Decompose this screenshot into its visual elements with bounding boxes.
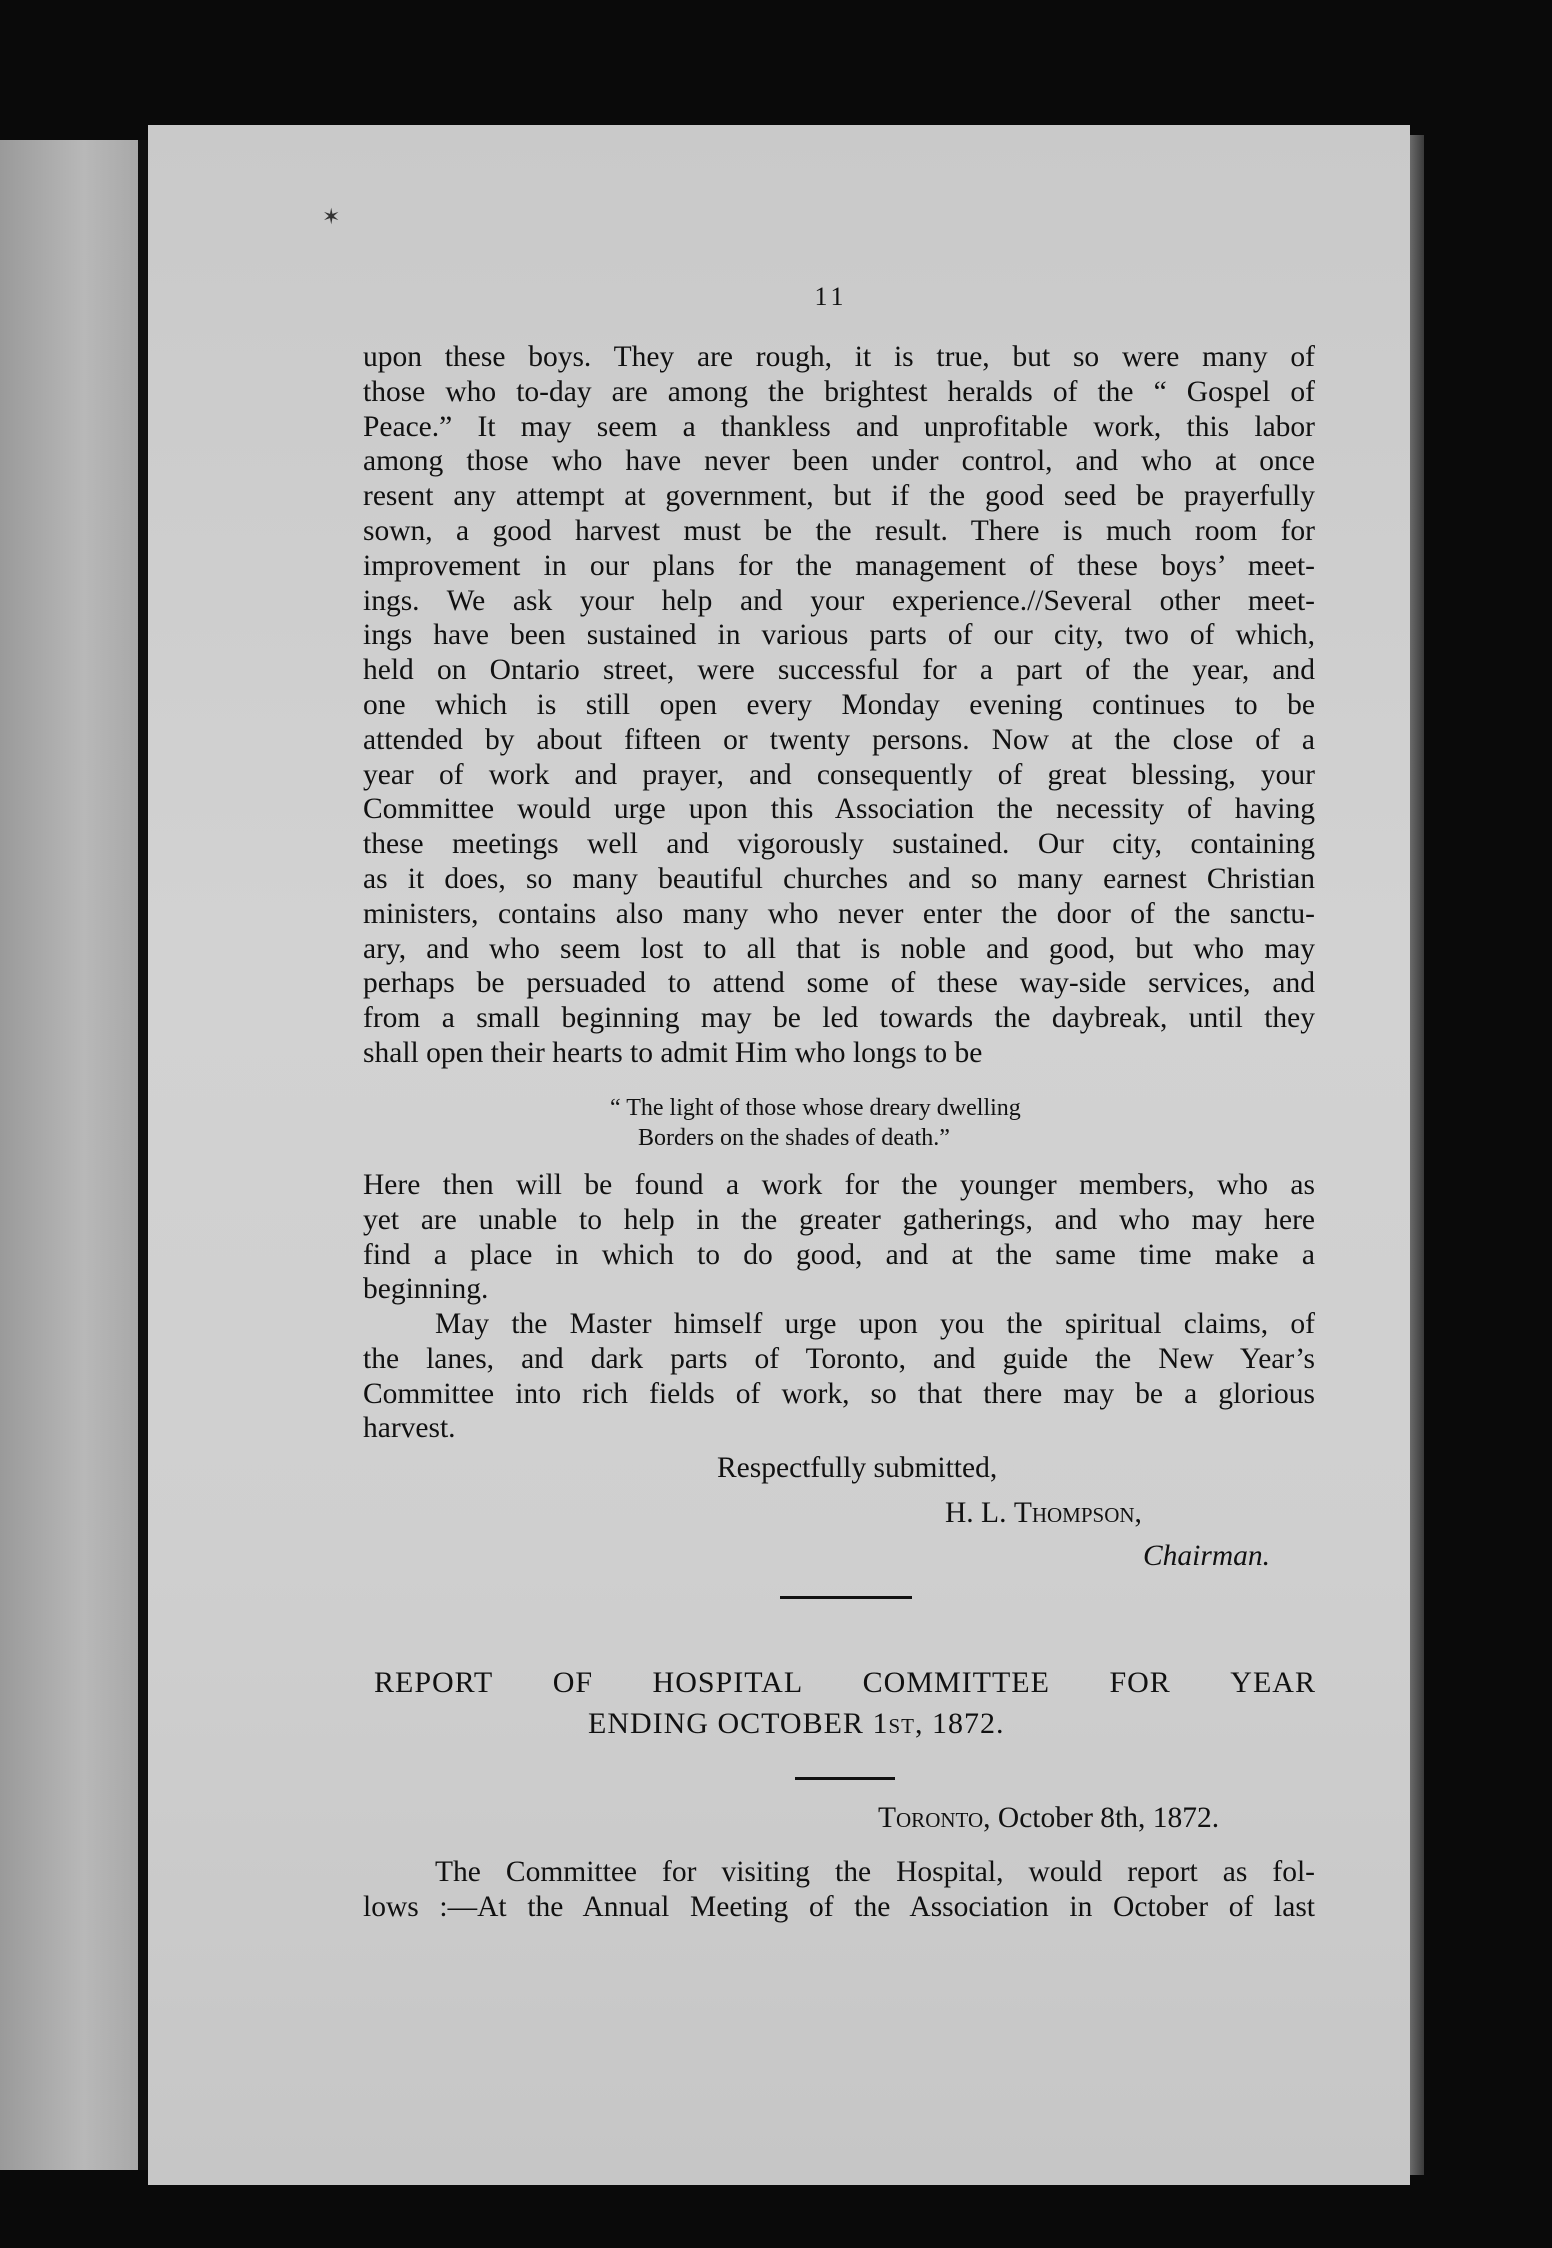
heading-ordinal: 1st [872, 1707, 915, 1740]
closing: Respectfully submitted, [717, 1452, 998, 1484]
quote-line-2: Borders on the shades of death.” [638, 1125, 950, 1151]
text-line: yet are unable to help in the greater gatherings, and who may here [363, 1203, 1315, 1236]
name-initials: H. L. [945, 1497, 1014, 1529]
text-line: ministers, contains also many who never enter the door of the sanctu- [363, 897, 1315, 930]
signatory-title: Chairman. [1143, 1540, 1271, 1572]
text-line: harvest. [363, 1412, 456, 1445]
heading-word: FOR [1109, 1666, 1171, 1699]
text-line: May the Master himself urge upon you the spiritual claims, of [435, 1308, 1315, 1340]
paragraph-4 [363, 1855, 1315, 1925]
text-line: from a small beginning may be led towards the daybreak, until they [363, 1002, 1315, 1035]
dateline [878, 1802, 1219, 1835]
name-comma: , [1134, 1497, 1142, 1529]
text-line: attended by about fifteen or twenty persons. Now at the close of a [363, 723, 1315, 756]
paragraph-2 [363, 1168, 1315, 1307]
signatory-name [945, 1497, 1142, 1530]
page-right-edge [1410, 135, 1424, 2175]
heading-word: OF [552, 1666, 594, 1699]
text-line: Committee would urge upon this Association the necessity of having [363, 793, 1315, 826]
text-line: Committee into rich fields of work, so that there may be a glorious [363, 1377, 1315, 1410]
dateline-date: , October 8th, 1872. [983, 1802, 1220, 1834]
divider-rule [795, 1777, 895, 1780]
text-line: upon these boys. They are rough, it is true, but so were many of [363, 341, 1315, 373]
text-line: lows :—At the Annual Meeting of the Association in October of last [363, 1890, 1315, 1923]
text-line: those who to-day are among the brightest heralds of the “ Gospel of [363, 375, 1315, 408]
ink-blot-icon: ✶ [322, 205, 341, 230]
text-line: these meetings well and vigorously sustained. Our city, containing [363, 828, 1315, 861]
text-line: Peace.” It may seem a thankless and unprofitable work, this labor [363, 410, 1315, 443]
facing-page-edge [0, 140, 140, 2170]
text-line: find a place in which to do good, and at the same time make a [363, 1238, 1315, 1271]
text-line: the lanes, and dark parts of Toronto, and guide the New Year’s [363, 1342, 1315, 1375]
text-line: sown, a good harvest must be the result. There is much room for [363, 514, 1315, 547]
text-line: ary, and who seem lost to all that is noble and good, but who may [363, 932, 1315, 965]
text-line: as it does, so many beautiful churches and so many earnest Christian [363, 862, 1315, 895]
heading-suffix: , 1872. [914, 1707, 1005, 1740]
page-number: 11 [814, 282, 848, 311]
text-line: perhaps be persuaded to attend some of these way-side services, and [363, 967, 1315, 1000]
quote-line-1: “ The light of those whose dreary dwelling [610, 1095, 1021, 1121]
text-line: beginning. [363, 1273, 489, 1306]
text-line: shall open their hearts to admit Him who longs to be [363, 1036, 983, 1069]
text-line: Here then will be found a work for the younger members, who as [363, 1169, 1315, 1201]
heading-word: COMMITTEE [862, 1666, 1050, 1699]
divider-rule [780, 1596, 912, 1599]
paragraph-1 [363, 340, 1315, 1071]
book-gutter [138, 140, 148, 2170]
heading-word: HOSPITAL [652, 1666, 804, 1699]
text-line: ings have been sustained in various parts of our city, two of which, [363, 619, 1315, 652]
text-line: one which is still open every Monday evening continues to be [363, 688, 1315, 721]
text-line: held on Ontario street, were successful for a part of the year, and [363, 654, 1315, 687]
text-line: ings. We ask your help and your experience.//Several other meet- [363, 584, 1315, 617]
name-surname: Thompson [1013, 1497, 1135, 1529]
text-line: year of work and prayer, and consequently of great blessing, your [363, 758, 1315, 791]
text-line: among those who have never been under control, and who at once [363, 445, 1315, 478]
heading-word: REPORT [374, 1666, 494, 1699]
text-line: resent any attempt at government, but if the good seed be prayerfully [363, 480, 1315, 513]
report-heading-line-1 [374, 1666, 1316, 1700]
paragraph-3 [363, 1307, 1315, 1446]
dateline-city: Toronto [878, 1802, 984, 1834]
text-line: improvement in our plans for the management of these boys’ meet- [363, 549, 1315, 582]
report-heading-line-2 [588, 1707, 1004, 1741]
text-line: The Committee for visiting the Hospital, would report as fol- [435, 1856, 1315, 1888]
heading-word: YEAR [1230, 1666, 1316, 1699]
heading-prefix: ENDING OCTOBER [588, 1707, 873, 1740]
